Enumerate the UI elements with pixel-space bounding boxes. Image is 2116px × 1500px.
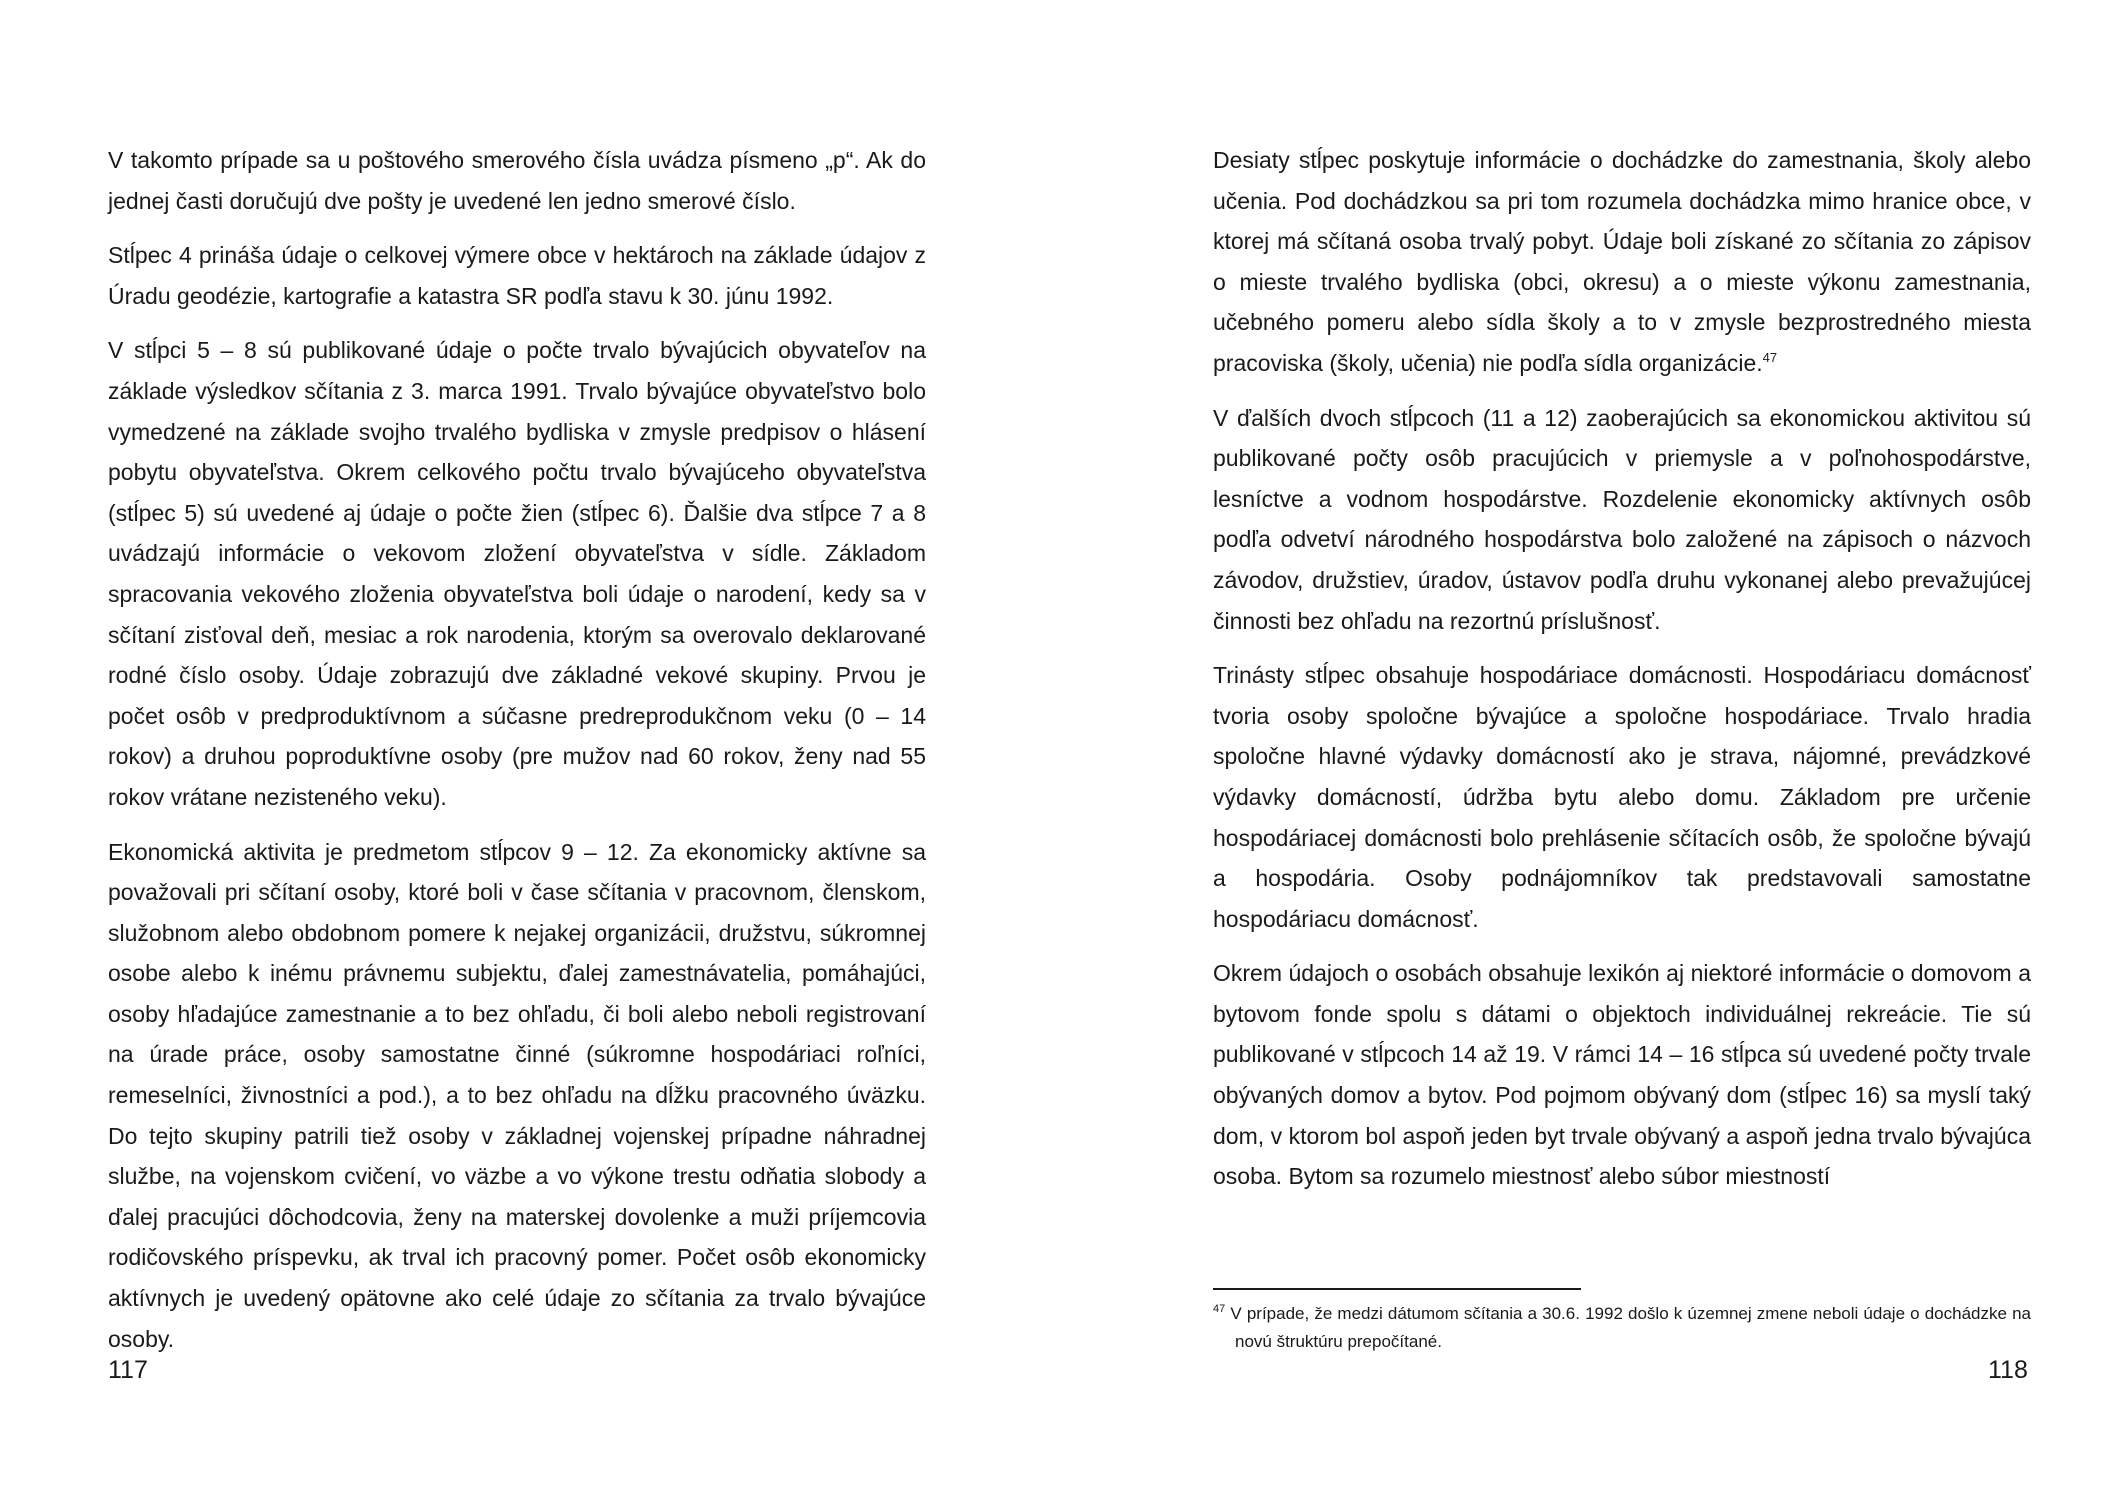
right-paragraph-2: V ďalších dvoch stĺpcoch (11 a 12) zaoberajúcich sa ekonomickou aktivitou sú publikované počty osôb pracujúcich v priemysle a v poľnohospodárstve, lesníctve a vodnom hospodárstve. Rozdelenie ekonomicky aktívnych osôb podľa odvetví národného hospodárstva bolo založené na zápisoch o názvoch závodov, družstiev, úradov, ústavov podľa druhu vykonanej alebo prevažujúcej činnosti bez ohľadu na rezortnú príslušnosť. — [1213, 404, 2031, 634]
left-paragraph-3: V stĺpci 5 – 8 sú publikované údaje o počte trvalo bývajúcich obyvateľov na základe výsledkov sčítania z 3. marca 1991. Trvalo bývajúce obyvateľstvo bolo vymedzené na základe svojho trvalého bydliska v zmysle predpisov o hlásení pobytu obyvateľstva. Okrem celkového počtu trvalo bývajúceho obyvateľstva (stĺpec 5) sú uvedené aj údaje o počte žien (stĺpec 6). Ďalšie dva stĺpce 7 a 8 uvádzajú informácie o vekovom zložení obyvateľstva v sídle. Základom spracovania vekového zloženia obyvateľstva boli údaje o narodení, kedy sa v sčítaní zisťoval deň, mesiac a rok narodenia, ktorým sa overovalo deklarované rodné číslo osoby. Údaje zobrazujú dve základné vekové skupiny. Prvou je počet osôb v predproduktívnom a súčasne predreprodukčnom veku (0 – 14 rokov) a druhou poproduktívne osoby (pre mužov nad 60 rokov, ženy nad 55 rokov vrátane nezisteného veku). — [108, 337, 926, 810]
right-paragraph-1 — [1213, 140, 2031, 384]
footnote-divider — [1213, 1288, 1581, 1290]
footnote-number: 47 — [1213, 1303, 1226, 1315]
footnote — [1213, 1300, 2031, 1356]
page-number-right: 118 — [1988, 1356, 2028, 1384]
left-paragraph-1: V takomto prípade sa u poštového smerového čísla uvádza písmeno „p“. Ak do jednej časti doručujú dve pošty je uvedené len jedno smerové číslo. — [108, 147, 926, 214]
right-paragraph-3: Trinásty stĺpec obsahuje hospodáriace domácnosti. Hospodáriacu domácnosť tvoria osoby spoločne bývajúce a spoločne hospodáriace. Trvalo hradia spoločne hlavné výdavky domácností ako je strava, nájomné, prevádzkové výdavky domácností, údržba bytu alebo domu. Základom pre určenie hospodáriacej domácnosti bolo prehlásenie sčítacích osôb, že spoločne bývajú a hospodária. Osoby podnájomníkov tak predstavovali samostatne hospodáriacu domácnosť. — [1213, 662, 2031, 932]
left-paragraph-2: Stĺpec 4 prináša údaje o celkovej výmere obce v hektároch na základe údajov z Úradu geodézie, kartografie a katastra SR podľa stavu k 30. júnu 1992. — [108, 242, 926, 309]
right-page — [1213, 140, 2031, 1211]
page-number-left: 117 — [108, 1356, 148, 1384]
footnote-reference[interactable]: 47 — [1762, 349, 1778, 365]
right-paragraph-4: Okrem údajoch o osobách obsahuje lexikón aj niektoré informácie o domovom a bytovom fonde spolu s dátami o objektoch individuálnej rekreácie. Tie sú publikované v stĺpcoch 14 až 19. V rámci 14 – 16 stĺpca sú uvedené počty trvale obývaných domov a bytov. Pod pojmom obývaný dom (stĺpec 16) sa myslí taký dom, v ktorom bol aspoň jeden byt trvale obývaný a aspoň jedna trvalo bývajúca osoba. Bytom sa rozumelo miestnosť alebo súbor miestností — [1213, 960, 2031, 1190]
right-paragraph-1-text: Desiaty stĺpec poskytuje informácie o dochádzke do zamestnania, školy alebo učenia. Pod dochádzkou sa pri tom rozumela dochádzka mimo hranice obce, v ktorej má sčítaná osoba trvalý pobyt. Údaje boli získané zo sčítania zo zápisov o mieste trvalého bydliska (obci, okresu) a o mieste výkonu zamestnania, učebného pomeru alebo sídla školy a to v zmysle bezprostredného miesta pracoviska (školy, učenia) nie podľa sídla organizácie. — [1213, 147, 2031, 376]
left-page — [108, 140, 926, 1373]
footnote-text: V prípade, že medzi dátumom sčítania a 30.6. 1992 došlo k územnej zmene neboli údaje o dochádzke na novú štruktúru prepočítané. — [1230, 1304, 2031, 1351]
left-paragraph-4: Ekonomická aktivita je predmetom stĺpcov 9 – 12. Za ekonomicky aktívne sa považovali pri sčítaní osoby, ktoré boli v čase sčítania v pracovnom, členskom, služobnom alebo obdobnom pomere k nejakej organizácii, družstvu, súkromnej osobe alebo k inému právnemu subjektu, ďalej zamestnávatelia, pomáhajúci, osoby hľadajúce zamestnanie a to bez ohľadu, či boli alebo neboli registrovaní na úrade práce, osoby samostatne činné (súkromne hospodáriaci roľníci, remeselníci, živnostníci a pod.), a to bez ohľadu na dĺžku pracovného úväzku. Do tejto skupiny patrili tiež osoby v základnej vojenskej prípadne náhradnej službe, na vojenskom cvičení, vo väzbe a vo výkone trestu odňatia slobody a ďalej pracujúci dôchodcovia, ženy na materskej dovolenke a muži príjemcovia rodičovského príspevku, ak trval ich pracovný pomer. Počet osôb ekonomicky aktívnych je uvedený opätovne ako celé údaje zo sčítania za trvalo bývajúce osoby. — [108, 838, 926, 1352]
